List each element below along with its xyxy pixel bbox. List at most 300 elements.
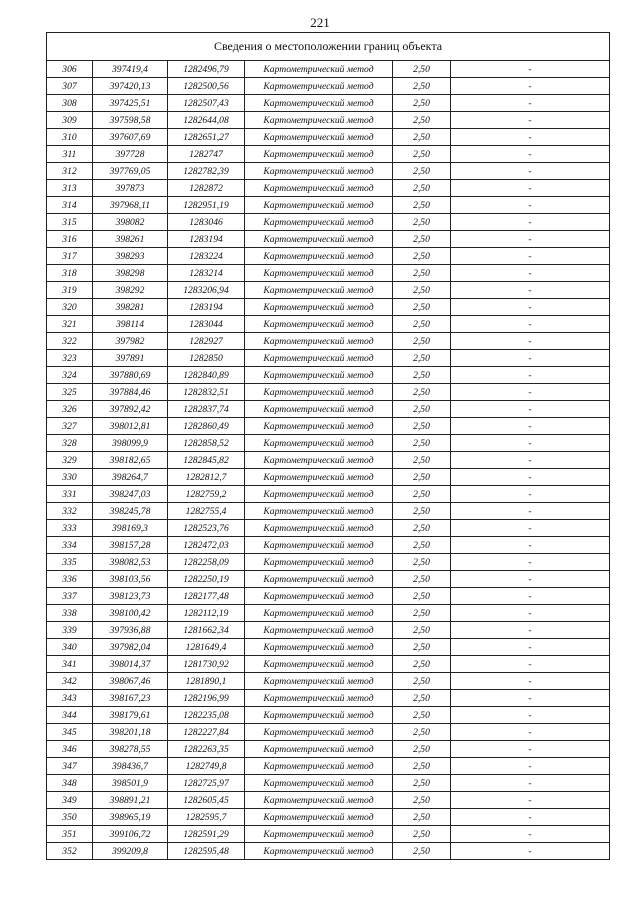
x-coordinate-cell: 398182,65: [93, 452, 168, 469]
method-cell: Картометрический метод: [245, 384, 393, 401]
y-coordinate-cell: 1282523,76: [168, 520, 245, 537]
x-coordinate-cell: 398114: [93, 316, 168, 333]
note-cell: -: [451, 401, 610, 418]
note-cell: -: [451, 214, 610, 231]
method-cell: Картометрический метод: [245, 214, 393, 231]
accuracy-cell: 2,50: [393, 95, 451, 112]
accuracy-cell: 2,50: [393, 554, 451, 571]
accuracy-cell: 2,50: [393, 452, 451, 469]
method-cell: Картометрический метод: [245, 469, 393, 486]
table-row: [47, 401, 610, 418]
note-cell: -: [451, 333, 610, 350]
note-cell: -: [451, 520, 610, 537]
y-coordinate-cell: 1282860,49: [168, 418, 245, 435]
accuracy-cell: 2,50: [393, 741, 451, 758]
table-row: [47, 214, 610, 231]
method-cell: Картометрический метод: [245, 350, 393, 367]
method-cell: Картометрический метод: [245, 741, 393, 758]
x-coordinate-cell: 398245,78: [93, 503, 168, 520]
method-cell: Картометрический метод: [245, 520, 393, 537]
method-cell: Картометрический метод: [245, 163, 393, 180]
accuracy-cell: 2,50: [393, 809, 451, 826]
x-coordinate-cell: 397982: [93, 333, 168, 350]
accuracy-cell: 2,50: [393, 231, 451, 248]
method-cell: Картометрический метод: [245, 486, 393, 503]
table-row: [47, 724, 610, 741]
note-cell: -: [451, 775, 610, 792]
accuracy-cell: 2,50: [393, 826, 451, 843]
table-row: [47, 435, 610, 452]
point-number-cell: 314: [47, 197, 93, 214]
table-row: [47, 588, 610, 605]
y-coordinate-cell: 1281662,34: [168, 622, 245, 639]
table-row: [47, 180, 610, 197]
y-coordinate-cell: 1282845,82: [168, 452, 245, 469]
x-coordinate-cell: 397873: [93, 180, 168, 197]
note-cell: -: [451, 78, 610, 95]
method-cell: Картометрический метод: [245, 724, 393, 741]
accuracy-cell: 2,50: [393, 418, 451, 435]
table-row: [47, 384, 610, 401]
x-coordinate-cell: 398167,23: [93, 690, 168, 707]
table-row: [47, 843, 610, 860]
accuracy-cell: 2,50: [393, 690, 451, 707]
y-coordinate-cell: 1282755,4: [168, 503, 245, 520]
point-number-cell: 349: [47, 792, 93, 809]
table-row: [47, 95, 610, 112]
y-coordinate-cell: 1281730,92: [168, 656, 245, 673]
table-row: [47, 520, 610, 537]
note-cell: -: [451, 469, 610, 486]
note-cell: -: [451, 197, 610, 214]
table-row: [47, 146, 610, 163]
table-row: [47, 605, 610, 622]
table-row: [47, 741, 610, 758]
table-row: [47, 78, 610, 95]
point-number-cell: 329: [47, 452, 93, 469]
x-coordinate-cell: 397728: [93, 146, 168, 163]
x-coordinate-cell: 398292: [93, 282, 168, 299]
table-row: [47, 469, 610, 486]
table-row: [47, 775, 610, 792]
method-cell: Картометрический метод: [245, 129, 393, 146]
x-coordinate-cell: 398082: [93, 214, 168, 231]
table-row: [47, 554, 610, 571]
table-row: [47, 367, 610, 384]
x-coordinate-cell: 398965,19: [93, 809, 168, 826]
accuracy-cell: 2,50: [393, 299, 451, 316]
x-coordinate-cell: 397769,05: [93, 163, 168, 180]
note-cell: -: [451, 537, 610, 554]
accuracy-cell: 2,50: [393, 78, 451, 95]
y-coordinate-cell: 1282644,08: [168, 112, 245, 129]
method-cell: Картометрический метод: [245, 367, 393, 384]
point-number-cell: 328: [47, 435, 93, 452]
note-cell: -: [451, 741, 610, 758]
accuracy-cell: 2,50: [393, 588, 451, 605]
y-coordinate-cell: 1281649,4: [168, 639, 245, 656]
method-cell: Картометрический метод: [245, 571, 393, 588]
y-coordinate-cell: 1282227,84: [168, 724, 245, 741]
point-number-cell: 321: [47, 316, 93, 333]
point-number-cell: 334: [47, 537, 93, 554]
point-number-cell: 341: [47, 656, 93, 673]
y-coordinate-cell: 1282747: [168, 146, 245, 163]
table-row: [47, 112, 610, 129]
accuracy-cell: 2,50: [393, 282, 451, 299]
point-number-cell: 324: [47, 367, 93, 384]
method-cell: Картометрический метод: [245, 673, 393, 690]
point-number-cell: 333: [47, 520, 93, 537]
y-coordinate-cell: 1282837,74: [168, 401, 245, 418]
table-row: [47, 758, 610, 775]
point-number-cell: 326: [47, 401, 93, 418]
x-coordinate-cell: 398012,81: [93, 418, 168, 435]
accuracy-cell: 2,50: [393, 435, 451, 452]
x-coordinate-cell: 398261: [93, 231, 168, 248]
x-coordinate-cell: 397425,51: [93, 95, 168, 112]
table-row: [47, 129, 610, 146]
point-number-cell: 344: [47, 707, 93, 724]
point-number-cell: 345: [47, 724, 93, 741]
table-row: [47, 486, 610, 503]
method-cell: Картометрический метод: [245, 95, 393, 112]
point-number-cell: 306: [47, 61, 93, 78]
point-number-cell: 336: [47, 571, 93, 588]
note-cell: -: [451, 792, 610, 809]
y-coordinate-cell: 1282749,8: [168, 758, 245, 775]
x-coordinate-cell: 397880,69: [93, 367, 168, 384]
table-row: [47, 690, 610, 707]
accuracy-cell: 2,50: [393, 180, 451, 197]
x-coordinate-cell: 398278,55: [93, 741, 168, 758]
table-row: [47, 299, 610, 316]
accuracy-cell: 2,50: [393, 486, 451, 503]
note-cell: -: [451, 452, 610, 469]
table-row: [47, 809, 610, 826]
note-cell: -: [451, 231, 610, 248]
method-cell: Картометрический метод: [245, 809, 393, 826]
x-coordinate-cell: 397598,58: [93, 112, 168, 129]
table-row: [47, 248, 610, 265]
table-row: [47, 61, 610, 78]
accuracy-cell: 2,50: [393, 775, 451, 792]
method-cell: Картометрический метод: [245, 690, 393, 707]
point-number-cell: 347: [47, 758, 93, 775]
x-coordinate-cell: 398067,46: [93, 673, 168, 690]
table-row: [47, 503, 610, 520]
method-cell: Картометрический метод: [245, 316, 393, 333]
point-number-cell: 308: [47, 95, 93, 112]
note-cell: -: [451, 146, 610, 163]
accuracy-cell: 2,50: [393, 265, 451, 282]
y-coordinate-cell: 1282196,99: [168, 690, 245, 707]
note-cell: -: [451, 248, 610, 265]
method-cell: Картометрический метод: [245, 588, 393, 605]
method-cell: Картометрический метод: [245, 826, 393, 843]
method-cell: Картометрический метод: [245, 843, 393, 860]
y-coordinate-cell: 1281890,1: [168, 673, 245, 690]
table-row: [47, 452, 610, 469]
accuracy-cell: 2,50: [393, 367, 451, 384]
accuracy-cell: 2,50: [393, 469, 451, 486]
accuracy-cell: 2,50: [393, 707, 451, 724]
point-number-cell: 337: [47, 588, 93, 605]
method-cell: Картометрический метод: [245, 333, 393, 350]
accuracy-cell: 2,50: [393, 146, 451, 163]
accuracy-cell: 2,50: [393, 129, 451, 146]
note-cell: -: [451, 95, 610, 112]
point-number-cell: 346: [47, 741, 93, 758]
x-coordinate-cell: 397982,04: [93, 639, 168, 656]
y-coordinate-cell: 1282250,19: [168, 571, 245, 588]
note-cell: -: [451, 843, 610, 860]
note-cell: -: [451, 350, 610, 367]
accuracy-cell: 2,50: [393, 571, 451, 588]
x-coordinate-cell: 398201,18: [93, 724, 168, 741]
accuracy-cell: 2,50: [393, 622, 451, 639]
table-row: [47, 418, 610, 435]
point-number-cell: 351: [47, 826, 93, 843]
accuracy-cell: 2,50: [393, 112, 451, 129]
accuracy-cell: 2,50: [393, 656, 451, 673]
point-number-cell: 339: [47, 622, 93, 639]
method-cell: Картометрический метод: [245, 265, 393, 282]
note-cell: -: [451, 707, 610, 724]
table-title-row: [47, 33, 610, 61]
x-coordinate-cell: 398082,53: [93, 554, 168, 571]
method-cell: Картометрический метод: [245, 197, 393, 214]
y-coordinate-cell: 1282605,45: [168, 792, 245, 809]
method-cell: Картометрический метод: [245, 248, 393, 265]
point-number-cell: 309: [47, 112, 93, 129]
accuracy-cell: 2,50: [393, 248, 451, 265]
x-coordinate-cell: 398014,37: [93, 656, 168, 673]
method-cell: Картометрический метод: [245, 792, 393, 809]
method-cell: Картометрический метод: [245, 401, 393, 418]
note-cell: -: [451, 690, 610, 707]
point-number-cell: 330: [47, 469, 93, 486]
accuracy-cell: 2,50: [393, 605, 451, 622]
accuracy-cell: 2,50: [393, 520, 451, 537]
note-cell: -: [451, 112, 610, 129]
point-number-cell: 312: [47, 163, 93, 180]
note-cell: -: [451, 639, 610, 656]
table-row: [47, 656, 610, 673]
method-cell: Картометрический метод: [245, 61, 393, 78]
x-coordinate-cell: 397607,69: [93, 129, 168, 146]
y-coordinate-cell: 1282651,27: [168, 129, 245, 146]
note-cell: -: [451, 129, 610, 146]
y-coordinate-cell: 1283194: [168, 231, 245, 248]
x-coordinate-cell: 398103,56: [93, 571, 168, 588]
x-coordinate-cell: 398100,42: [93, 605, 168, 622]
note-cell: -: [451, 418, 610, 435]
x-coordinate-cell: 398247,03: [93, 486, 168, 503]
note-cell: -: [451, 656, 610, 673]
x-coordinate-cell: 397419,4: [93, 61, 168, 78]
point-number-cell: 325: [47, 384, 93, 401]
note-cell: -: [451, 809, 610, 826]
point-number-cell: 320: [47, 299, 93, 316]
method-cell: Картометрический метод: [245, 758, 393, 775]
y-coordinate-cell: 1282263,35: [168, 741, 245, 758]
method-cell: Картометрический метод: [245, 146, 393, 163]
method-cell: Картометрический метод: [245, 112, 393, 129]
y-coordinate-cell: 1282258,09: [168, 554, 245, 571]
table-row: [47, 316, 610, 333]
table-row: [47, 622, 610, 639]
method-cell: Картометрический метод: [245, 656, 393, 673]
y-coordinate-cell: 1282872: [168, 180, 245, 197]
note-cell: -: [451, 265, 610, 282]
x-coordinate-cell: 397891: [93, 350, 168, 367]
table-row: [47, 282, 610, 299]
note-cell: -: [451, 673, 610, 690]
method-cell: Картометрический метод: [245, 282, 393, 299]
accuracy-cell: 2,50: [393, 792, 451, 809]
note-cell: -: [451, 486, 610, 503]
note-cell: -: [451, 588, 610, 605]
boundary-coordinates-table: [46, 32, 610, 860]
table-row: [47, 231, 610, 248]
y-coordinate-cell: 1283194: [168, 299, 245, 316]
x-coordinate-cell: 398891,21: [93, 792, 168, 809]
method-cell: Картометрический метод: [245, 435, 393, 452]
point-number-cell: 327: [47, 418, 93, 435]
point-number-cell: 331: [47, 486, 93, 503]
y-coordinate-cell: 1282472,03: [168, 537, 245, 554]
note-cell: -: [451, 299, 610, 316]
y-coordinate-cell: 1282832,51: [168, 384, 245, 401]
method-cell: Картометрический метод: [245, 605, 393, 622]
y-coordinate-cell: 1282725,97: [168, 775, 245, 792]
point-number-cell: 310: [47, 129, 93, 146]
method-cell: Картометрический метод: [245, 231, 393, 248]
accuracy-cell: 2,50: [393, 197, 451, 214]
table-row: [47, 163, 610, 180]
method-cell: Картометрический метод: [245, 78, 393, 95]
y-coordinate-cell: 1282591,29: [168, 826, 245, 843]
table-title: Сведения о местоположении границ объекта: [47, 33, 610, 61]
point-number-cell: 342: [47, 673, 93, 690]
point-number-cell: 316: [47, 231, 93, 248]
x-coordinate-cell: 398281: [93, 299, 168, 316]
note-cell: -: [451, 282, 610, 299]
point-number-cell: 352: [47, 843, 93, 860]
accuracy-cell: 2,50: [393, 316, 451, 333]
x-coordinate-cell: 399209,8: [93, 843, 168, 860]
accuracy-cell: 2,50: [393, 843, 451, 860]
point-number-cell: 343: [47, 690, 93, 707]
y-coordinate-cell: 1282782,39: [168, 163, 245, 180]
y-coordinate-cell: 1282951,19: [168, 197, 245, 214]
method-cell: Картометрический метод: [245, 554, 393, 571]
method-cell: Картометрический метод: [245, 639, 393, 656]
x-coordinate-cell: 397936,88: [93, 622, 168, 639]
accuracy-cell: 2,50: [393, 61, 451, 78]
table-row: [47, 639, 610, 656]
table-row: [47, 673, 610, 690]
y-coordinate-cell: 1283206,94: [168, 282, 245, 299]
table-row: [47, 265, 610, 282]
note-cell: -: [451, 316, 610, 333]
table-row: [47, 826, 610, 843]
y-coordinate-cell: 1283224: [168, 248, 245, 265]
table-row: [47, 571, 610, 588]
method-cell: Картометрический метод: [245, 299, 393, 316]
point-number-cell: 332: [47, 503, 93, 520]
y-coordinate-cell: 1283214: [168, 265, 245, 282]
note-cell: -: [451, 367, 610, 384]
method-cell: Картометрический метод: [245, 707, 393, 724]
y-coordinate-cell: 1283044: [168, 316, 245, 333]
table-row: [47, 197, 610, 214]
x-coordinate-cell: 398169,3: [93, 520, 168, 537]
accuracy-cell: 2,50: [393, 333, 451, 350]
method-cell: Картометрический метод: [245, 503, 393, 520]
note-cell: -: [451, 163, 610, 180]
accuracy-cell: 2,50: [393, 401, 451, 418]
table-row: [47, 537, 610, 554]
y-coordinate-cell: 1282595,7: [168, 809, 245, 826]
method-cell: Картометрический метод: [245, 180, 393, 197]
accuracy-cell: 2,50: [393, 639, 451, 656]
point-number-cell: 335: [47, 554, 93, 571]
y-coordinate-cell: 1282177,48: [168, 588, 245, 605]
method-cell: Картометрический метод: [245, 622, 393, 639]
method-cell: Картометрический метод: [245, 418, 393, 435]
point-number-cell: 311: [47, 146, 93, 163]
y-coordinate-cell: 1282812,7: [168, 469, 245, 486]
note-cell: -: [451, 435, 610, 452]
x-coordinate-cell: 398501,9: [93, 775, 168, 792]
point-number-cell: 307: [47, 78, 93, 95]
table-row: [47, 707, 610, 724]
accuracy-cell: 2,50: [393, 673, 451, 690]
note-cell: -: [451, 571, 610, 588]
method-cell: Картометрический метод: [245, 537, 393, 554]
method-cell: Картометрический метод: [245, 452, 393, 469]
point-number-cell: 350: [47, 809, 93, 826]
y-coordinate-cell: 1282595,48: [168, 843, 245, 860]
y-coordinate-cell: 1282496,79: [168, 61, 245, 78]
point-number-cell: 317: [47, 248, 93, 265]
y-coordinate-cell: 1282858,52: [168, 435, 245, 452]
x-coordinate-cell: 399106,72: [93, 826, 168, 843]
x-coordinate-cell: 397884,46: [93, 384, 168, 401]
y-coordinate-cell: 1282507,43: [168, 95, 245, 112]
y-coordinate-cell: 1282840,89: [168, 367, 245, 384]
x-coordinate-cell: 398293: [93, 248, 168, 265]
note-cell: -: [451, 605, 610, 622]
x-coordinate-cell: 398123,73: [93, 588, 168, 605]
note-cell: -: [451, 180, 610, 197]
accuracy-cell: 2,50: [393, 503, 451, 520]
point-number-cell: 313: [47, 180, 93, 197]
x-coordinate-cell: 397892,42: [93, 401, 168, 418]
table-row: [47, 792, 610, 809]
method-cell: Картометрический метод: [245, 775, 393, 792]
y-coordinate-cell: 1282850: [168, 350, 245, 367]
x-coordinate-cell: 398436,7: [93, 758, 168, 775]
accuracy-cell: 2,50: [393, 758, 451, 775]
note-cell: -: [451, 826, 610, 843]
note-cell: -: [451, 503, 610, 520]
point-number-cell: 318: [47, 265, 93, 282]
accuracy-cell: 2,50: [393, 350, 451, 367]
y-coordinate-cell: 1282235,08: [168, 707, 245, 724]
